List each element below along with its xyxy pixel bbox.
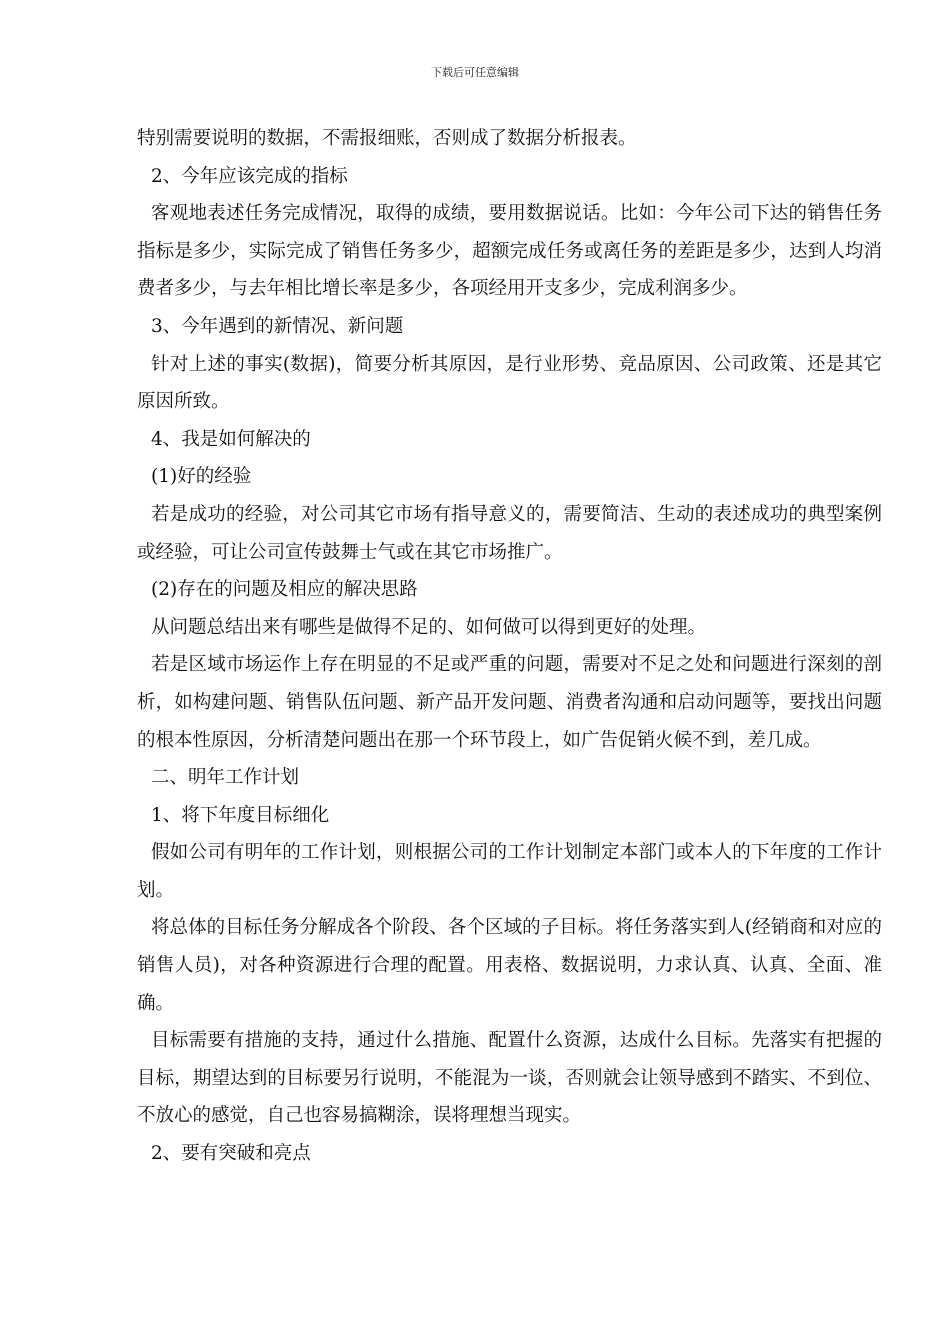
section-heading: 2、今年应该完成的指标 xyxy=(151,165,348,187)
paragraph: 从问题总结出来有哪些是做得不足的、如何做可以得到更好的处理。 xyxy=(151,616,707,638)
page-header: 下载后可任意编辑 xyxy=(431,66,519,79)
subsection-heading: (2)存在的问题及相应的解决思路 xyxy=(151,579,418,601)
section-heading: 2、要有突破和亮点 xyxy=(151,1143,311,1165)
paragraph: 若是成功的经验，对公司其它市场有指导意义的，需要简洁、生动的表述成功的典型案例或经验，可让公司宣传鼓舞士气或在其它市场推广。 xyxy=(137,503,882,563)
chapter-heading: 二、明年工作计划 xyxy=(151,767,300,789)
document-body xyxy=(137,120,882,1173)
section-heading: 4、我是如何解决的 xyxy=(151,428,311,450)
section-heading: 1、将下年度目标细化 xyxy=(151,804,330,826)
paragraph: 特别需要说明的数据，不需报细账，否则成了数据分析报表。 xyxy=(137,128,637,149)
subsection-heading: (1)好的经验 xyxy=(151,466,252,488)
section-heading: 3、今年遇到的新情况、新问题 xyxy=(151,315,404,337)
paragraph: 若是区域市场运作上存在明显的不足或严重的问题，需要对不足之处和问题进行深刻的剖析，如构建问题、销售队伍问题、新产品开发问题、消费者沟通和启动问题等，要找出问题的根本性原因，分析清楚问题出在那一个环节段上，如广告促销火候不到，差几成。 xyxy=(137,654,882,751)
paragraph: 将总体的目标任务分解成各个阶段、各个区域的子目标。将任务落实到人(经销商和对应的销售人员)，对各种资源进行合理的配置。用表格、数据说明，力求认真、认真、全面、准确。 xyxy=(137,917,882,1014)
paragraph: 目标需要有措施的支持，通过什么措施、配置什么资源，达成什么目标。先落实有把握的目标，期望达到的目标要另行说明，不能混为一谈，否则就会让领导感到不踏实、不到位、不放心的感觉，自己也容易搞糊涂，误将理想当现实。 xyxy=(137,1030,882,1127)
paragraph: 针对上述的事实(数据)，简要分析其原因，是行业形势、竞品原因、公司政策、还是其它原因所致。 xyxy=(137,353,882,413)
paragraph: 客观地表述任务完成情况，取得的成绩，要用数据说话。比如：今年公司下达的销售任务指标是多少，实际完成了销售任务多少，超额完成任务或离任务的差距是多少，达到人均消费者多少，与去年相比增长率是多少，各项经用开支多少，完成利润多少。 xyxy=(137,203,882,300)
paragraph: 假如公司有明年的工作计划，则根据公司的工作计划制定本部门或本人的下年度的工作计划。 xyxy=(137,842,882,901)
